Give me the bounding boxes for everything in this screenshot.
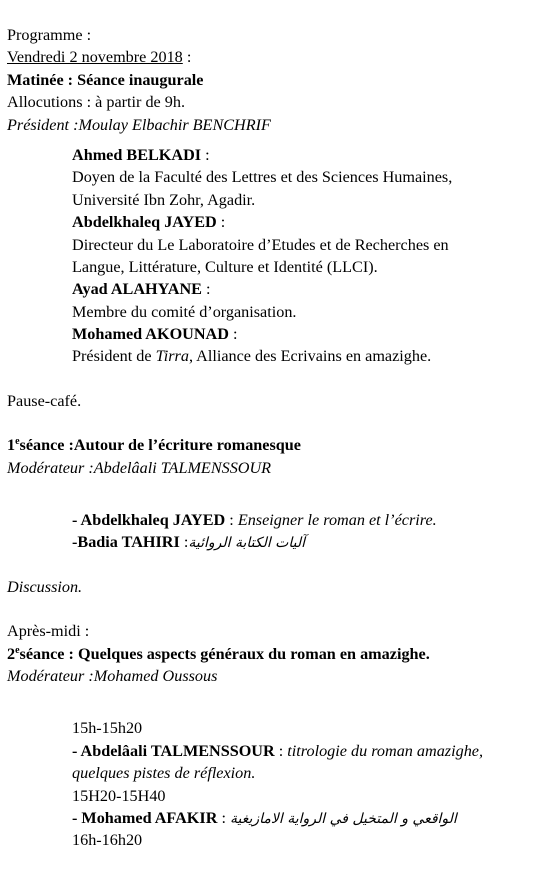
talk-title-arabic: الواقعي و المتخيل في الرواية الامازيغية — [229, 810, 457, 827]
session-title-text: séance :Autour de l’écriture romanesque — [19, 436, 301, 455]
session2-moderator: Modérateur :Mohamed Oussous — [7, 666, 218, 685]
speaker-role: Doyen de la Faculté des Lettres et des Sciences Humaines, — [72, 168, 453, 187]
talk-title: Enseigner le roman et l’écrire. — [237, 511, 437, 530]
speaker-role: Langue, Littérature, Culture et Identité (LLCI). — [72, 257, 378, 276]
talk-sep: : — [179, 533, 189, 552]
session-ordinal: e — [15, 436, 20, 448]
talk-title: titrologie du roman amazighe, — [287, 741, 484, 760]
role-prefix: Président de — [72, 347, 156, 366]
speaker-sep: : — [201, 145, 210, 164]
talk-sep: : — [217, 808, 226, 827]
session-title-text: séance : Quelques aspects généraux du roman en amazighe. — [19, 644, 430, 663]
speaker-sep: : — [228, 325, 238, 344]
speaker-heading — [72, 211, 547, 233]
session2-title — [7, 643, 547, 665]
talk-speaker: - Mohamed AFAKIR — [72, 808, 218, 827]
session2-slots — [7, 717, 547, 851]
talk-item — [72, 807, 547, 829]
slot-time: 15h-15h20 — [72, 719, 143, 738]
talk-title-continued: quelques pistes de réflexion. — [72, 764, 256, 783]
speaker-sep: : — [201, 280, 211, 299]
inaugural-speakers — [7, 144, 547, 368]
talk-sep: : — [225, 511, 238, 530]
speaker-role — [72, 345, 547, 367]
talk-speaker: - Abdelâali TALMENSSOUR — [72, 741, 275, 760]
session1-talks — [7, 509, 547, 554]
programme-document — [7, 24, 547, 852]
speaker-name: Ahmed BELKADI — [72, 145, 202, 164]
session-number: 2 — [7, 644, 16, 663]
talk-item — [72, 509, 547, 531]
slot-time: 16h-16h20 — [72, 831, 143, 850]
session1-moderator: Modérateur :Abdelâali TALMENSSOUR — [7, 458, 272, 477]
speaker-sep: : — [216, 213, 226, 232]
session-ordinal: e — [15, 644, 20, 656]
talk-item — [72, 531, 547, 553]
discussion-line: Discussion. — [7, 577, 83, 596]
talk-item — [72, 740, 547, 762]
allocutions-line: Allocutions : à partir de 9h. — [7, 93, 186, 112]
talk-speaker: -Badia TAHIRI — [72, 533, 180, 552]
role-suffix: , Alliance des Ecrivains en amazighe. — [188, 347, 432, 366]
president-line: Président :Moulay Elbachir BENCHRIF — [7, 115, 271, 134]
morning-title: Matinée : Séance inaugurale — [7, 70, 204, 89]
speaker-heading — [72, 323, 547, 345]
speaker-name: Abdelkhaleq JAYED — [72, 213, 217, 232]
date-colon: : — [182, 48, 192, 67]
slot-time: 15H20-15H40 — [72, 786, 166, 805]
programme-label: Programme : — [7, 26, 92, 44]
talk-title-arabic: آليات الكتابة الروائية — [188, 535, 306, 552]
talk-sep: : — [274, 741, 288, 760]
speaker-heading — [72, 278, 547, 300]
session1-title — [7, 434, 547, 456]
session-number: 1 — [7, 436, 16, 455]
talk-speaker: - Abdelkhaleq JAYED — [72, 511, 226, 530]
speaker-name: Mohamed AKOUNAD — [72, 325, 229, 344]
speaker-role: Directeur du Le Laboratoire d’Etudes et de Recherches en — [72, 235, 449, 254]
pause-line: Pause-café. — [7, 391, 82, 410]
afternoon-label: Après-midi : — [7, 622, 90, 641]
role-organisation: Tirra — [155, 347, 189, 366]
speaker-role: Université Ibn Zohr, Agadir. — [72, 190, 256, 209]
date-text: Vendredi 2 novembre 2018 — [7, 48, 183, 67]
speaker-name: Ayad ALAHYANE — [72, 280, 202, 299]
speaker-role: Membre du comité d’organisation. — [72, 302, 297, 321]
date-line — [7, 46, 547, 68]
speaker-heading — [72, 144, 547, 166]
